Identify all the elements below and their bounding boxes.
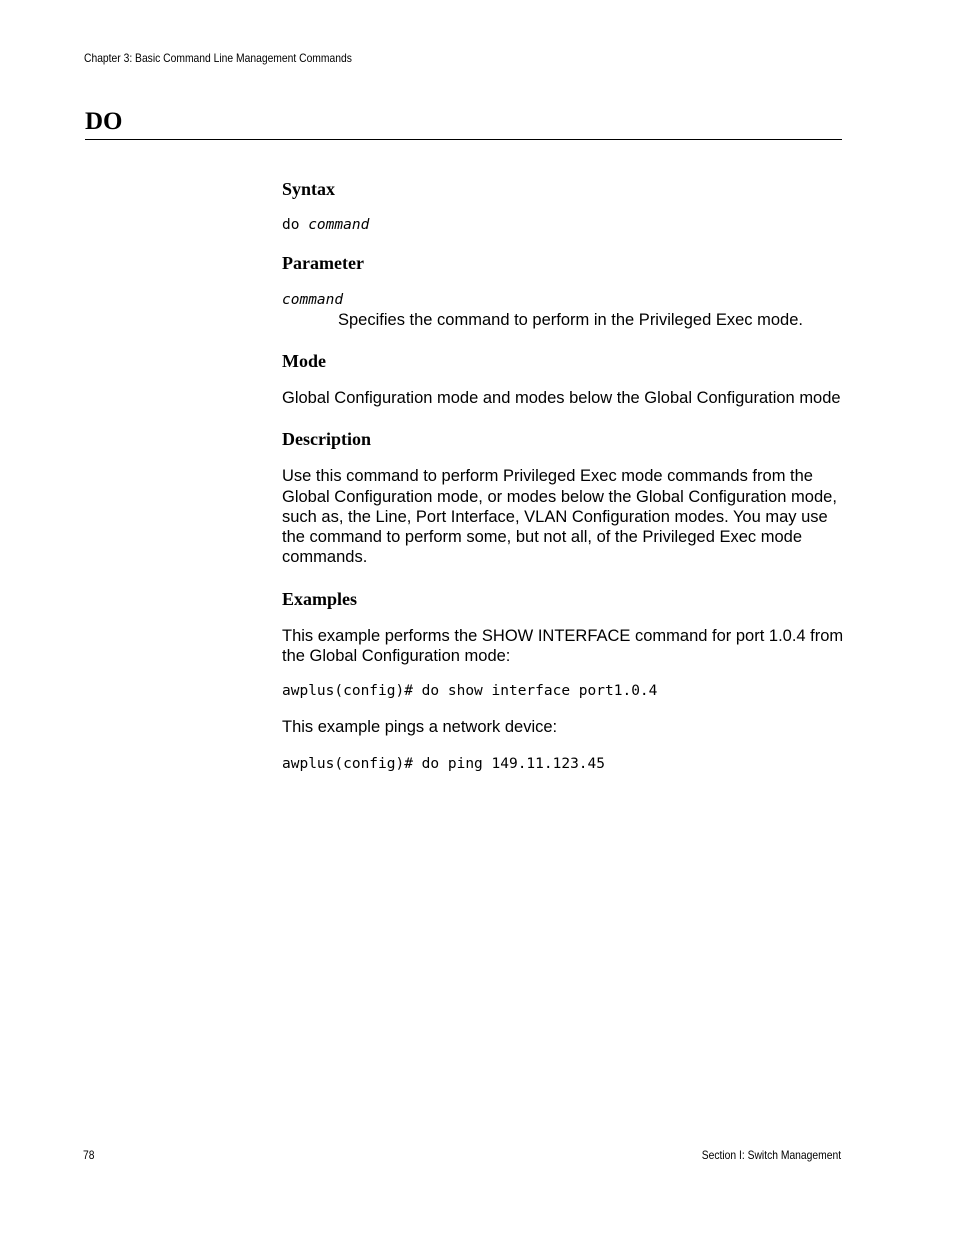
syntax-argument: command bbox=[308, 217, 370, 233]
page-number: 78 bbox=[83, 1148, 95, 1162]
example-2-intro: This example pings a network device: bbox=[282, 718, 558, 737]
running-footer: Section I: Switch Management bbox=[701, 1148, 841, 1162]
parameter-heading: Parameter bbox=[282, 253, 364, 273]
mode-text: Global Configuration mode and modes below the Global Configuration mode bbox=[282, 389, 841, 407]
mode-heading: Mode bbox=[282, 351, 326, 371]
syntax-line bbox=[282, 215, 847, 235]
example-2-code: awplus(config)# do ping 149.11.123.45 bbox=[282, 755, 606, 772]
syntax-heading: Syntax bbox=[282, 179, 336, 199]
description-heading: Description bbox=[282, 429, 371, 450]
syntax-keyword: do bbox=[282, 217, 300, 233]
title-divider bbox=[85, 139, 842, 140]
main-content bbox=[282, 178, 847, 774]
parameter-section bbox=[282, 252, 847, 330]
description-section bbox=[282, 428, 847, 567]
syntax-section bbox=[282, 178, 847, 235]
examples-heading: Examples bbox=[282, 588, 358, 609]
examples-section bbox=[282, 588, 847, 774]
example-1-intro: This example performs the SHOW INTERFACE command for port 1.0.4 from the Global Configuration mode: bbox=[282, 626, 844, 666]
mode-section bbox=[282, 350, 847, 408]
parameter-description: Specifies the command to perform in the Privileged Exec mode. bbox=[338, 311, 803, 329]
example-1-code: awplus(config)# do show interface port1.0.4 bbox=[282, 683, 658, 700]
parameter-name: command bbox=[282, 292, 344, 308]
description-text: Use this command to perform Privileged Exec mode commands from the Global Configuration mode, or modes below the Global Configuration mode, such as, the Line, Port Interface, VLAN Configuration modes. You may use the command to perform some, but not all, of the Privileged Exec mode commands. bbox=[282, 467, 837, 567]
page-title: DO bbox=[85, 108, 123, 135]
running-header: Chapter 3: Basic Command Line Management Commands bbox=[84, 51, 352, 65]
